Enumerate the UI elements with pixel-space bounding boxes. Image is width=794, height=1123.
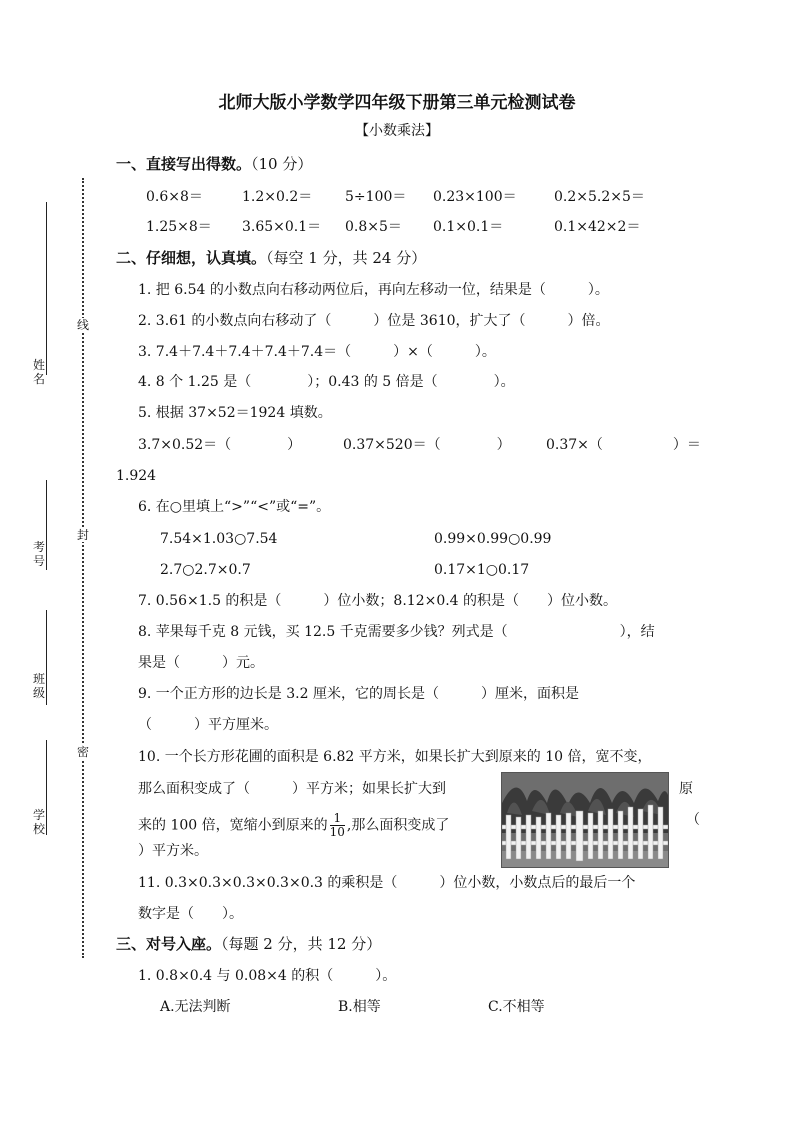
s2-q10-line2-right: 原	[679, 781, 693, 797]
binding-mark-feng: 封	[76, 528, 89, 542]
fraction-numerator: 1	[330, 812, 345, 826]
fraction-denominator: 10	[329, 825, 345, 839]
s2-q1: 1. 把 6.54 的小数点向右移动两位后，再向左移动一位，结果是（ ）。	[138, 282, 609, 298]
section3-heading-line	[116, 934, 381, 954]
s2-q9: 9. 一个正方形的边长是 3.2 厘米，它的周长是（ ）厘米，面积是	[138, 686, 579, 702]
s2-q3: 3. 7.4＋7.4＋7.4＋7.4＋7.4＝（ ）×（ ）。	[138, 344, 496, 360]
binding-mark-xian: 线	[76, 318, 89, 332]
garden-fence-image	[502, 773, 668, 867]
s1-r2-c1: 1.25×8＝	[146, 219, 212, 235]
s2-q11: 11. 0.3×0.3×0.3×0.3×0.3 的乘积是（ ）位小数，小数点后的最后一个	[138, 875, 636, 891]
s2-q6: 6. 在○里填上“>”“<”或“=”。	[138, 499, 331, 515]
s2-q11-cont: 数字是（ ）。	[138, 906, 243, 922]
s2-q10-line2: 那么面积变成了（ ）平方米；如果长扩大到	[138, 781, 446, 797]
s2-q6-item3: 2.7○2.7×0.7	[160, 562, 251, 578]
s1-r1-c2: 1.2×0.2＝	[242, 189, 313, 205]
s2-q6-item2: 0.99×0.99○0.99	[434, 531, 552, 547]
s2-q10-line3-right: （	[686, 812, 700, 828]
s2-q2: 2. 3.61 的小数点向右移动了（ ）位是 3610，扩大了（ ）倍。	[138, 313, 610, 329]
section3-score: （每题 2 分，共 12 分）	[221, 935, 382, 953]
page-subtitle: 【小数乘法】	[355, 123, 439, 139]
s2-q8: 8. 苹果每千克 8 元钱，买 12.5 千克需要多少钱？列式是（ ），结	[138, 624, 655, 640]
s2-q8-cont: 果是（ ）元。	[138, 655, 264, 671]
s2-q5-b: 0.37×520＝（ ）	[343, 437, 511, 453]
s2-q5-a: 3.7×0.52＝（ ）	[138, 437, 302, 453]
binding-mark-mi: 密	[76, 745, 89, 759]
s2-q10-line3	[138, 812, 449, 839]
school-label: 学校	[32, 808, 45, 836]
s2-q6-item4: 0.17×1○0.17	[434, 562, 530, 578]
section2-heading-line	[116, 248, 426, 268]
s2-q5: 5. 根据 37×52＝1924 填数。	[138, 405, 332, 421]
s2-q10: 10. 一个长方形花圃的面积是 6.82 平方米，如果长扩大到原来的 10 倍，宽不变，	[138, 749, 652, 765]
s2-q7: 7. 0.56×1.5 的积是（ ）位小数；8.12×0.4 的积是（ ）位小数。	[138, 593, 618, 609]
s1-r1-c1: 0.6×8＝	[146, 189, 203, 205]
s2-q10-line3-pre: 来的 100 倍，宽缩小到原来的	[138, 817, 328, 834]
s1-r1-c5: 0.2×5.2×5＝	[554, 189, 645, 205]
exam-number-label: 考号	[32, 540, 45, 568]
s2-q9-cont: （ ）平方厘米。	[138, 717, 278, 733]
section1-heading: 一、直接写出得数。	[116, 155, 252, 173]
name-label: 姓名	[32, 358, 45, 386]
page-title: 北师大版小学数学四年级下册第三单元检测试卷	[218, 93, 576, 113]
exam-number-write-line	[46, 480, 47, 570]
s2-q5-c: 0.37×（ ）＝	[546, 437, 701, 453]
section1-score: （10 分）	[251, 155, 313, 173]
section2-score: （每空 1 分，共 24 分）	[266, 249, 427, 267]
class-label: 班级	[32, 672, 45, 700]
s1-r2-c4: 0.1×0.1＝	[433, 219, 504, 235]
s1-r1-c3: 5÷100＝	[345, 189, 407, 205]
s1-r2-c3: 0.8×5＝	[345, 219, 402, 235]
school-write-line	[46, 740, 47, 835]
s2-q6-item1: 7.54×1.03○7.54	[160, 531, 278, 547]
s3-q1-option-a: A.无法判断	[160, 999, 231, 1015]
s1-r1-c4: 0.23×100＝	[433, 189, 517, 205]
section1-heading-line	[116, 154, 312, 174]
class-write-line	[46, 610, 47, 705]
s2-q5-c-value: 1.924	[116, 468, 157, 484]
s3-q1: 1. 0.8×0.4 与 0.08×4 的积（ ）。	[138, 968, 397, 984]
garden-fence-photo	[501, 772, 669, 868]
fraction-one-tenth	[330, 812, 345, 839]
s3-q1-option-b: B.相等	[338, 999, 381, 1015]
s1-r2-c2: 3.65×0.1＝	[242, 219, 322, 235]
s1-r2-c5: 0.1×42×2＝	[554, 219, 641, 235]
s3-q1-option-c: C.不相等	[488, 999, 545, 1015]
binding-dotted-line	[82, 178, 84, 958]
s2-q10-line3-post: ,那么面积变成了	[346, 817, 450, 834]
s2-q4: 4. 8 个 1.25 是（ ）；0.43 的 5 倍是（ ）。	[138, 374, 515, 390]
section3-heading: 三、对号入座。	[116, 935, 222, 953]
s2-q10-line4: ）平方米。	[138, 843, 208, 859]
section2-heading: 二、仔细想，认真填。	[116, 249, 267, 267]
name-write-line	[46, 202, 47, 375]
